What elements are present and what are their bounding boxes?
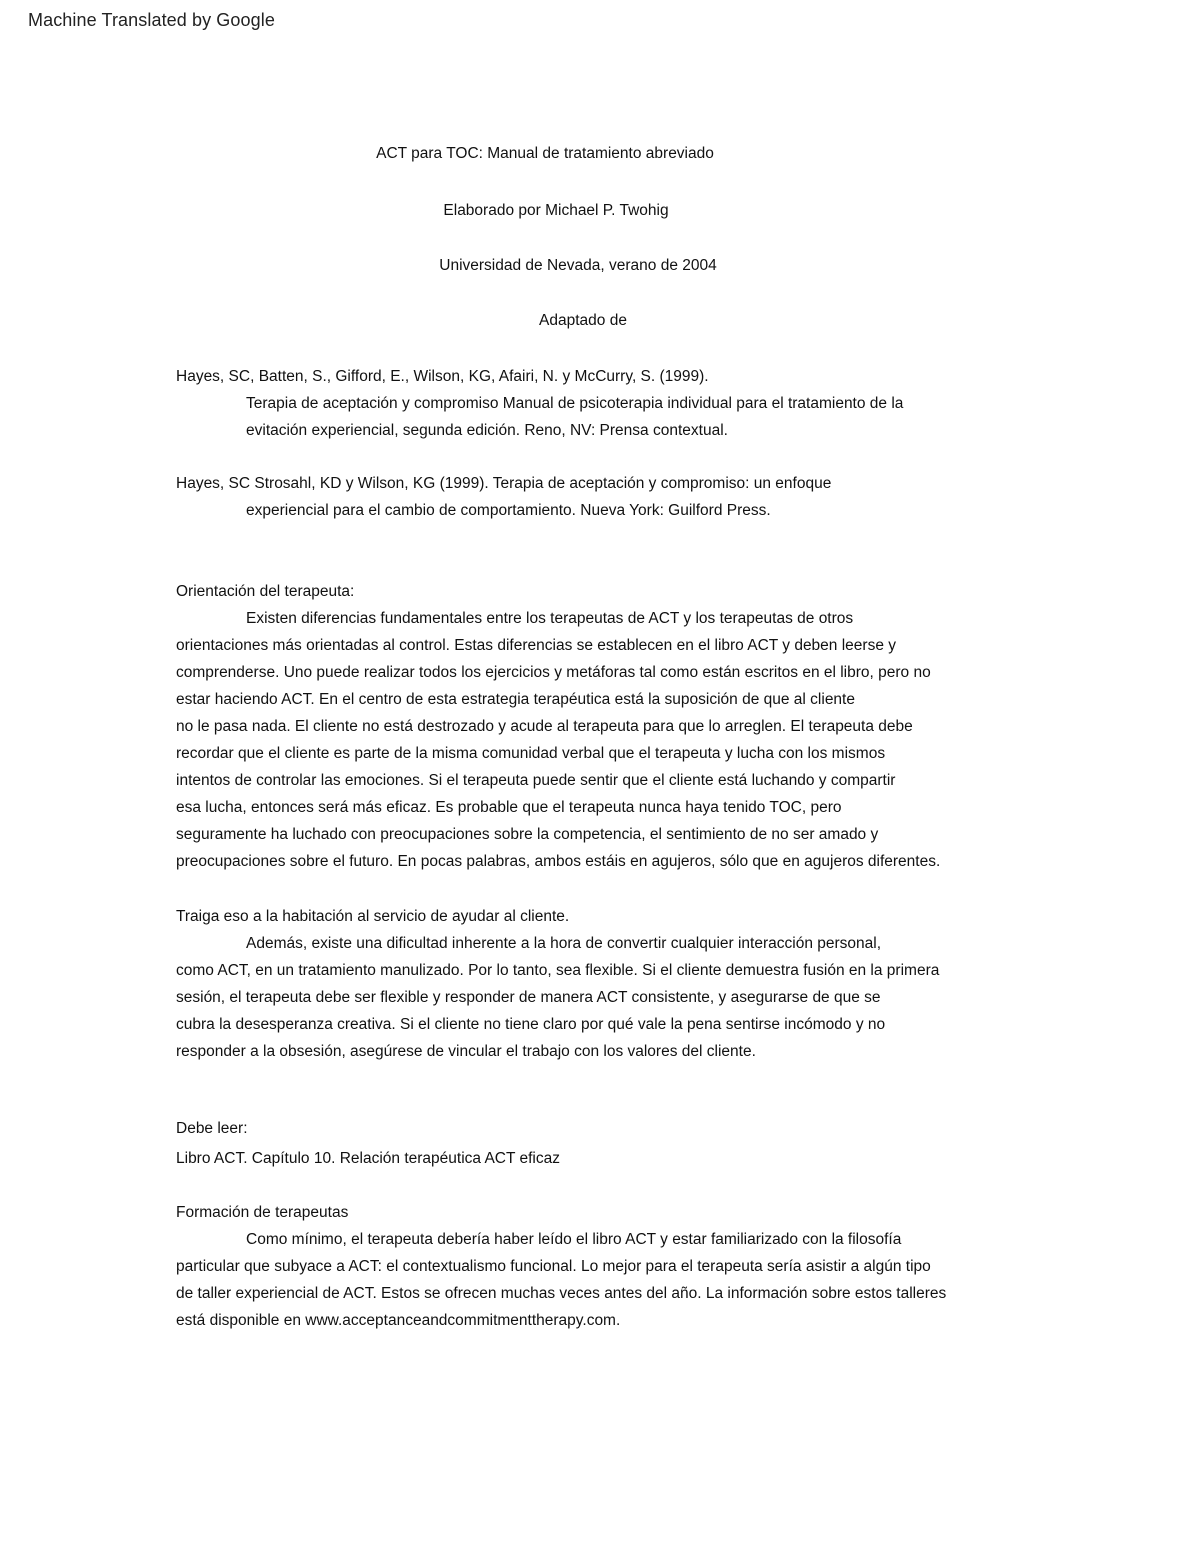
paragraph-line: intentos de controlar las emociones. Si el terapeuta puede sentir que el cliente está luchando y compartir <box>176 772 896 789</box>
paragraph-line: Existen diferencias fundamentales entre los terapeutas de ACT y los terapeutas de otros <box>246 610 854 627</box>
therapist-training-section <box>176 1199 1026 1334</box>
paragraph-line: de taller experiencial de ACT. Estos se ofrecen muchas veces antes del año. La información sobre estos talleres <box>176 1285 947 1302</box>
reference-hayes-1999-manual <box>176 363 1026 444</box>
paragraph-line: como ACT, en un tratamiento manulizado. Por lo tanto, sea flexible. Si el cliente demuestra fusión en la primera <box>176 962 940 979</box>
paragraph-line: orientaciones más orientadas al control. Estas diferencias se establecen en el libro ACT y deben leerse y <box>176 637 897 654</box>
adapted-from-label: Adaptado de <box>539 312 627 329</box>
paragraph-line: está disponible en www.acceptanceandcommitmenttherapy.com. <box>176 1312 621 1329</box>
required-reading-heading: Debe leer: <box>176 1120 248 1137</box>
reference-line: Terapia de aceptación y compromiso Manual de psicoterapia individual para el tratamiento de la <box>246 395 904 412</box>
paragraph-line: cubra la desesperanza creativa. Si el cliente no tiene claro por qué vale la pena sentirse incómodo y no <box>176 1016 886 1033</box>
paragraph-line: preocupaciones sobre el futuro. En pocas palabras, ambos estáis en agujeros, sólo que en agujeros diferentes. <box>176 853 941 870</box>
paragraph-line: particular que subyace a ACT: el contextualismo funcional. Lo mejor para el terapeuta sería asistir a algún tipo <box>176 1258 931 1275</box>
paragraph-line: recordar que el cliente es parte de la misma comunidad verbal que el terapeuta y lucha con los mismos <box>176 745 886 762</box>
reference-hayes-1999-book <box>176 470 1026 524</box>
paragraph-line: estar haciendo ACT. En el centro de esta estrategia terapéutica está la suposición de que al cliente <box>176 691 855 708</box>
paragraph-line: seguramente ha luchado con preocupaciones sobre la competencia, el sentimiento de no ser amado y <box>176 826 879 843</box>
document-institution: Universidad de Nevada, verano de 2004 <box>439 257 717 274</box>
paragraph-line: esa lucha, entonces será más eficaz. Es probable que el terapeuta nunca haya tenido TOC, pero <box>176 799 842 816</box>
machine-translation-watermark: Machine Translated by Google <box>28 10 275 30</box>
bring-to-room-section <box>176 903 1026 1065</box>
paragraph-line: Como mínimo, el terapeuta debería haber leído el libro ACT y estar familiarizado con la filosofía <box>246 1231 902 1248</box>
reference-line: Hayes, SC, Batten, S., Gifford, E., Wilson, KG, Afairi, N. y McCurry, S. (1999). <box>176 368 709 385</box>
document-author: Elaborado por Michael P. Twohig <box>443 202 669 219</box>
paragraph-line: sesión, el terapeuta debe ser flexible y responder de manera ACT consistente, y asegurarse de que se <box>176 989 881 1006</box>
paragraph-line: no le pasa nada. El cliente no está destrozado y acude al terapeuta para que lo arreglen. El terapeuta debe <box>176 718 913 735</box>
reference-line: Hayes, SC Strosahl, KD y Wilson, KG (1999). Terapia de aceptación y compromiso: un enfoque <box>176 475 832 492</box>
therapist-orientation-section <box>176 578 1026 875</box>
reference-line: evitación experiencial, segunda edición. Reno, NV: Prensa contextual. <box>246 422 728 439</box>
paragraph-line: Además, existe una dificultad inherente a la hora de convertir cualquier interacción personal, <box>246 935 882 952</box>
paragraph-line: comprenderse. Uno puede realizar todos los ejercicios y metáforas tal como están escritos en el libro, pero no <box>176 664 931 681</box>
paragraph-line: responder a la obsesión, asegúrese de vincular el trabajo con los valores del cliente. <box>176 1043 756 1060</box>
required-reading-item: Libro ACT. Capítulo 10. Relación terapéutica ACT eficaz <box>176 1150 560 1167</box>
reference-line: experiencial para el cambio de comportamiento. Nueva York: Guilford Press. <box>246 502 771 519</box>
document-title: ACT para TOC: Manual de tratamiento abreviado <box>376 145 714 162</box>
section-heading: Traiga eso a la habitación al servicio de ayudar al cliente. <box>176 908 570 925</box>
section-heading: Formación de terapeutas <box>176 1204 349 1221</box>
section-heading: Orientación del terapeuta: <box>176 583 355 600</box>
